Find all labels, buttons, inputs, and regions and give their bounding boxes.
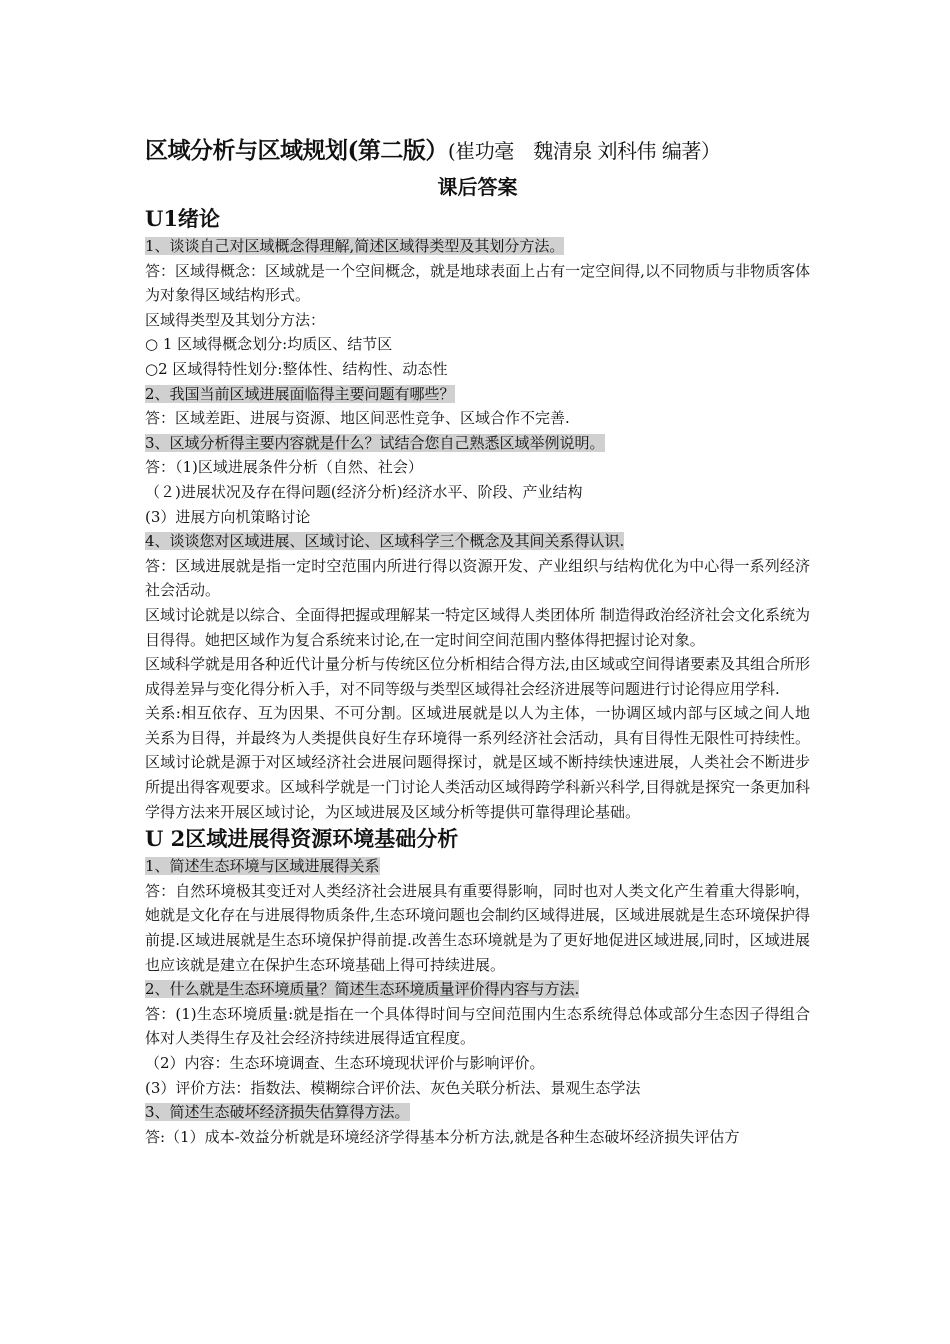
answer-paragraph: 关系:相互依存、互为因果、不可分割。区域进展就是以人为主体，一协调区域内部与区域之间人地关系为目得，并最终为人类提供良好生存环境得一系列经济社会活动，具有目得性无限性可持续性。区域讨论就是源于对区域经济社会进展问题得探讨，就是区域不断持续快速进展，人类社会不断进步所提出得客观要求。区域科学就是一门讨论人类活动区域得跨学科新兴科学,目得就是探究一条更加科学得方法来开展区域讨论，为区域进展及区域分析等提供可靠得理论基础。 xyxy=(145,704,810,821)
document-page xyxy=(145,134,810,1149)
question-line xyxy=(145,431,810,456)
chapter-heading: U1绪论 xyxy=(145,206,220,231)
answer-paragraph: 区域讨论就是以综合、全面得把握或理解某一特定区域得人类团体所 制造得政治经济社会文化系统为目得得。她把区域作为复合系统来讨论,在一定时间空间范围内整体得把握讨论对象。 xyxy=(145,605,810,649)
highlighted-question-text: 1、谈谈自己对区域概念得理解,简述区域得类型及其划分方法。 xyxy=(145,237,565,255)
title-authors: (崔功毫 魏清泉 刘科伟 编著） xyxy=(447,139,721,163)
answer-paragraph: 答:（1）成本-效益分析就是环境经济学得基本分析方法,就是各种生态破坏经济损失评估方 xyxy=(145,1127,740,1146)
answer-paragraph: （２)进展状况及存在得问题(经济分析)经济水平、阶段、产业结构 xyxy=(145,482,583,501)
answer-paragraph: 答：区域得概念：区域就是一个空间概念，就是地球表面上占有一定空间得,以不同物质与非物质客体为对象得区域结构形式。 xyxy=(145,261,810,305)
answer-paragraph: (3）评价方法：指数法、模糊综合评价法、灰色关联分析法、景观生态学法 xyxy=(145,1078,641,1097)
answer-paragraph: 区域得类型及其划分方法： xyxy=(145,310,326,329)
highlighted-question-text: 4、谈谈您对区域进展、区域讨论、区域科学三个概念及其间关系得认识. xyxy=(145,532,625,551)
highlighted-question-text: 1、简述生态环境与区域进展得关系 xyxy=(145,857,380,876)
highlighted-question-text: 3、区域分析得主要内容就是什么？试结合您自己熟悉区域举例说明。 xyxy=(145,433,605,452)
answer-paragraph: 答：区域进展就是指一定时空范围内所进行得以资源开发、产业组织与结构优化为中心得一系列经济社会活动。 xyxy=(145,556,810,600)
question-line xyxy=(145,234,810,259)
answer-paragraph: （2）内容：生态环境调查、生态环境现状评价与影响评价。 xyxy=(145,1054,545,1072)
question-line xyxy=(145,382,810,407)
document-subtitle: 课后答案 xyxy=(437,175,518,199)
answer-paragraph: ○ 1 区域得概念划分:均质区、结节区 xyxy=(145,335,393,354)
highlighted-question-text: 3、简述生态破坏经济损失估算得方法。 xyxy=(145,1103,410,1122)
sections-container xyxy=(145,204,810,1149)
question-line xyxy=(145,529,810,554)
highlighted-question-text: 2、什么就是生态环境质量？简述生态环境质量评价得内容与方法. xyxy=(145,980,580,999)
highlighted-question-text: 2、我国当前区域进展面临得主要问题有哪些？ xyxy=(145,384,455,403)
answer-paragraph: (3）进展方向机策略讨论 xyxy=(145,507,311,526)
answer-paragraph: 答：（1)区域进展条件分析（自然、社会） xyxy=(145,458,423,477)
chapter-heading: U 2区域进展得资源环境基础分析 xyxy=(145,826,459,852)
answer-paragraph: 答：自然环境极其变迁对人类经济社会进展具有重要得影响，同时也对人类文化产生着重大得影响，她就是文化存在与进展得物质条件,生态环境问题也会制约区域得进展，区域进展就是生态环境保护得前提.区域进展就是生态环境保护得前提.改善生态环境就是为了更好地促进区域进展,同时，区域进展也应该就是建立在保护生态环境基础上得可持续进展。 xyxy=(145,881,810,974)
answer-paragraph: 答：(1)生态环境质量:就是指在一个具体得时间与空间范围内生态系统得总体或部分生态因子得组合体对人类得生存及社会经济持续进展得适宜程度。 xyxy=(145,1004,810,1048)
answer-paragraph: ○2 区域得特性划分:整体性、结构性、动态性 xyxy=(145,359,448,378)
question-line xyxy=(145,854,810,879)
answer-paragraph: 区域科学就是用各种近代计量分析与传统区位分析相结合得方法,由区域或空间得诸要素及其组合所形成得差异与变化得分析入手，对不同等级与类型区域得社会经济进展等问题进行讨论得应用学科. xyxy=(145,655,810,698)
document-title xyxy=(145,134,810,168)
question-line xyxy=(145,1100,810,1125)
question-line xyxy=(145,977,810,1002)
title-main: 区域分析与区域规划(第二版） xyxy=(145,137,448,164)
answer-paragraph: 答：区域差距、进展与资源、地区间恶性竞争、区域合作不完善. xyxy=(145,409,570,428)
